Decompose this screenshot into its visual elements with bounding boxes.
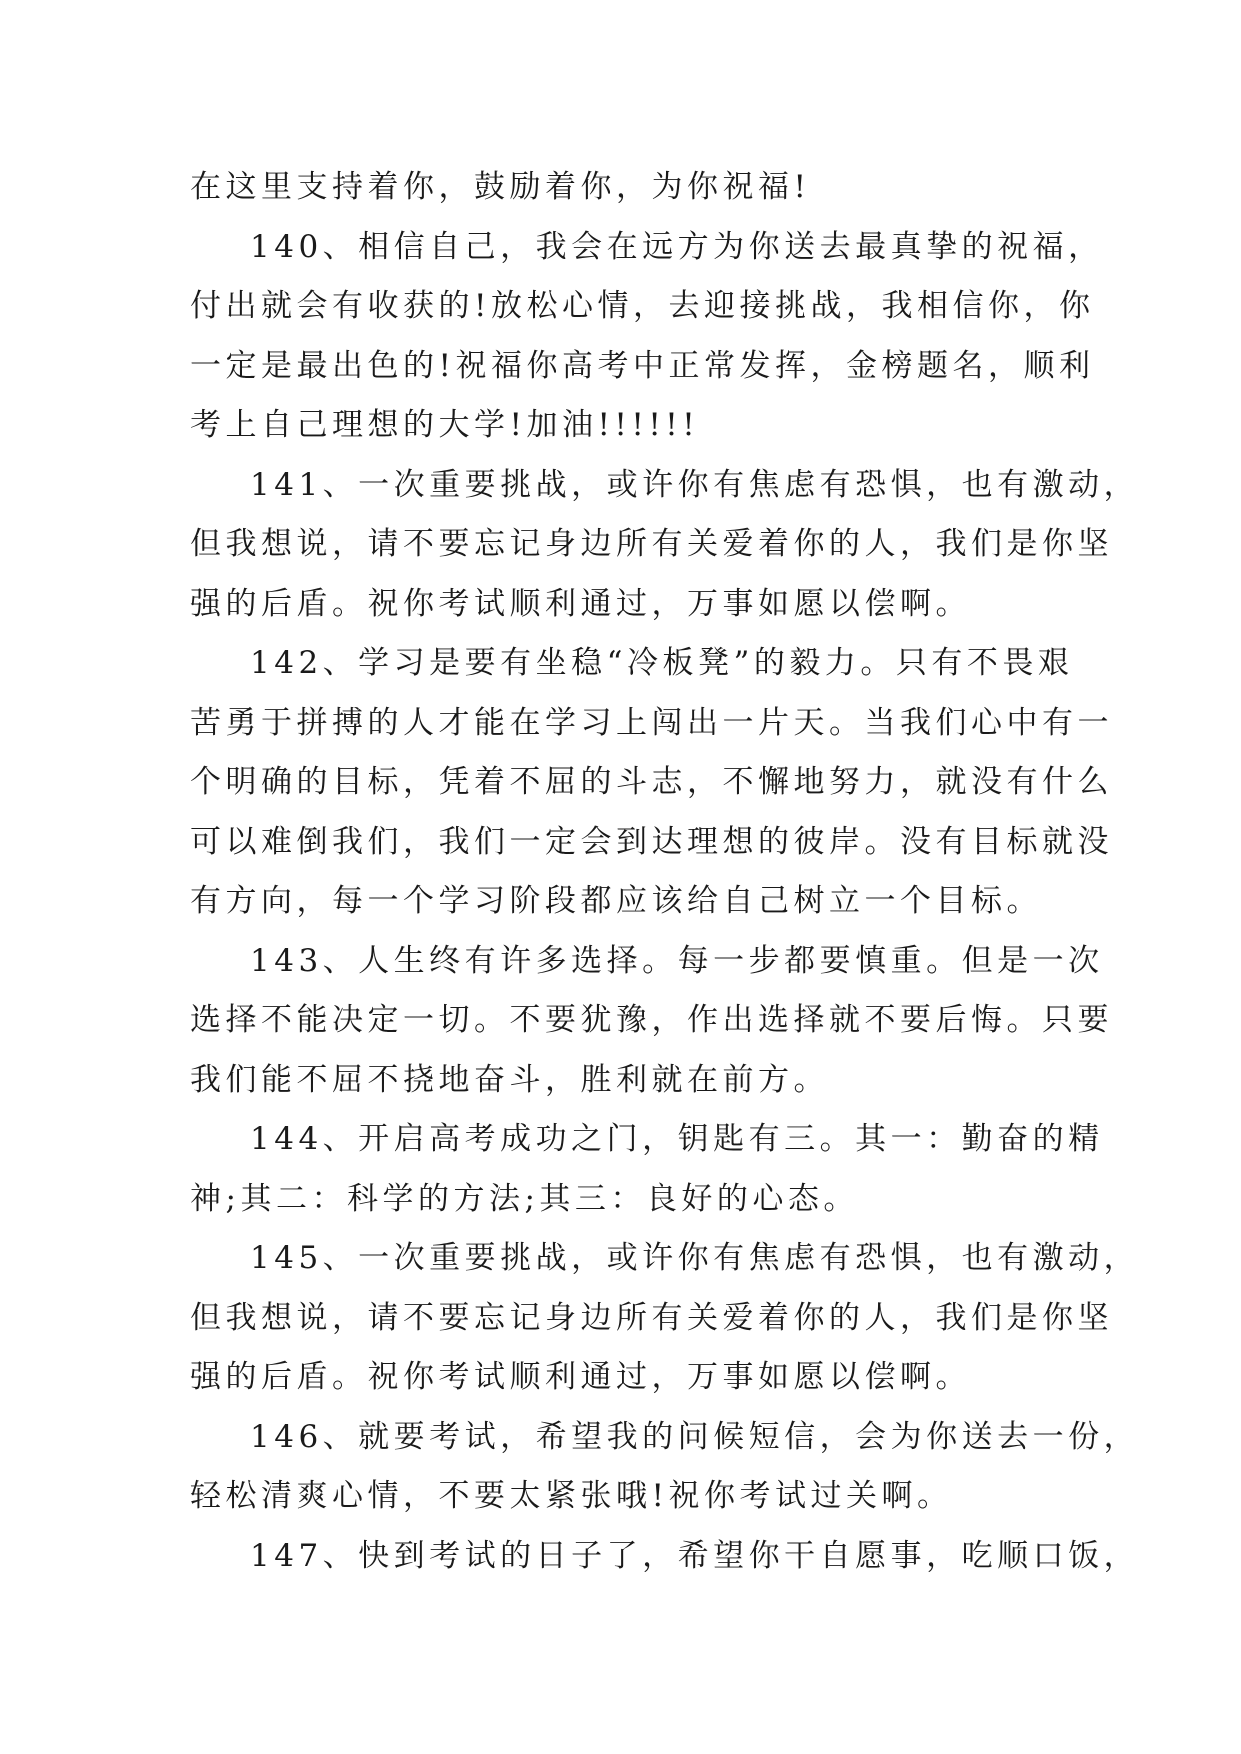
text-line: 146、就要考试，希望我的问候短信，会为你送去一份， [250,1418,1140,1455]
text-line: 强的后盾。祝你考试顺利通过，万事如愿以偿啊。 [190,585,971,622]
text-line: 选择不能决定一切。不要犹豫，作出选择就不要后悔。只要 [190,1002,1113,1038]
text-line: 140、相信自己，我会在远方为你送去最真挚的祝福， [250,228,1104,265]
text-line: 有方向，每一个学习阶段都应该给自己树立一个目标。 [190,883,1042,919]
text-line: 轻松清爽心情，不要太紧张哦!祝你考试过关啊。 [190,1478,953,1514]
document-body [190,158,1140,1586]
text-line: 145、一次重要挑战，或许你有焦虑有恐惧，也有激动， [250,1240,1140,1276]
text-line: 一定是最出色的!祝福你高考中正常发挥，金榜题名，顺利 [190,347,1095,384]
text-line: 143、人生终有许多选择。每一步都要慎重。但是一次 [250,942,1104,979]
text-line: 付出就会有收获的!放松心情，去迎接挑战，我相信你，你 [190,288,1095,324]
text-line: 神;其二：科学的方法;其三：良好的心态。 [190,1180,859,1217]
text-line: 在这里支持着你，鼓励着你，为你祝福! [190,169,811,205]
text-line: 147、快到考试的日子了，希望你干自愿事，吃顺口饭， [250,1537,1140,1574]
text-line: 141、一次重要挑战，或许你有焦虑有恐惧，也有激动， [250,466,1140,503]
text-line: 考上自己理想的大学!加油!!!!!! [190,407,700,443]
text-line: 但我想说，请不要忘记身边所有关爱着你的人，我们是你坚 [190,526,1113,562]
text-line: 苦勇于拼搏的人才能在学习上闯出一片天。当我们心中有一 [190,704,1113,741]
text-line: 但我想说，请不要忘记身边所有关爱着你的人，我们是你坚 [190,1299,1113,1336]
text-line: 我们能不屈不挠地奋斗，胜利就在前方。 [190,1061,829,1098]
text-line: 可以难倒我们，我们一定会到达理想的彼岸。没有目标就没 [190,823,1113,860]
text-line: 144、开启高考成功之门，钥匙有三。其一：勤奋的精 [250,1121,1104,1157]
text-line: 142、学习是要有坐稳“冷板凳”的毅力。只有不畏艰 [250,645,1074,681]
text-line: 强的后盾。祝你考试顺利通过，万事如愿以偿啊。 [190,1359,971,1395]
text-line: 个明确的目标，凭着不屈的斗志，不懈地努力，就没有什么 [190,764,1113,800]
